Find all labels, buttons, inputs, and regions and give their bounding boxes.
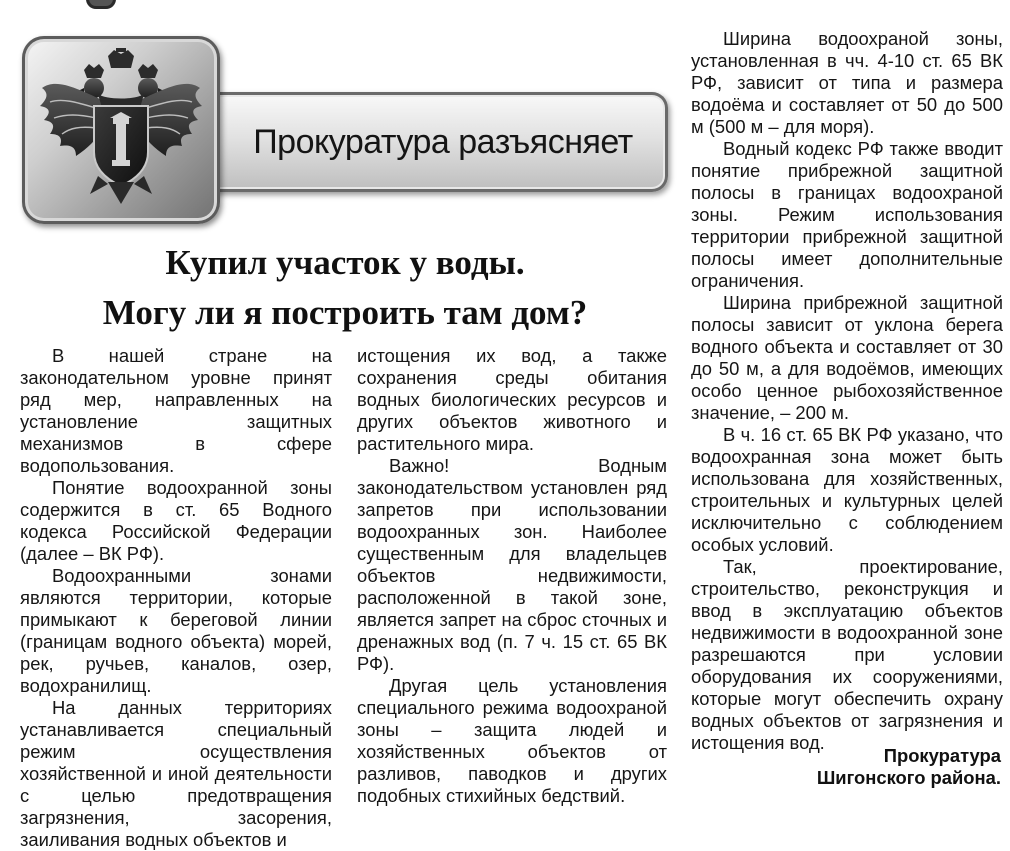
- top-cropped-graphic: [86, 0, 116, 9]
- article-column-3: [691, 28, 1003, 754]
- signature-line-1: Прокуратура: [883, 745, 1001, 766]
- paragraph: На данных территориях устанавливается специальный режим осуществления хозяйственной и иной деятельности с целью предотвращения загрязнения, засорения, заиливания водных объектов и: [20, 697, 332, 850]
- paragraph: Другая цель установления специального режима водоохраной зоны – защита людей и хозяйственных объектов от разливов, паводков и других подобных стихийных бедствий.: [357, 675, 667, 806]
- paragraph: В ч. 16 ст. 65 ВК РФ указано, что водоохранная зона может быть использована для хозяйственных, строительных и культурных целей исключительно с соблюдением особых условий.: [691, 424, 1003, 555]
- paragraph: В нашей стране на законодательном уровне принят ряд мер, направленных на установление защитных механизмов в сфере водопользования.: [20, 345, 332, 476]
- section-banner: [22, 36, 668, 224]
- paragraph: Так, проектирование, строительство, реконструкция и ввод в эксплуатацию объектов недвижимости в водоохранной зоне разрешаются при условии оборудования их сооружениями, которые могут обеспечить охрану водных объектов от загрязнения и истощения вод.: [691, 556, 1003, 753]
- paragraph: Понятие водоохранной зоны содержится в ст. 65 Водного кодекса Российской Федерации (далее – ВК РФ).: [20, 477, 332, 564]
- article-column-2: [357, 345, 667, 807]
- signature-line-2: Шигонского района.: [816, 767, 1001, 788]
- paragraph: Ширина водоохраной зоны, установленная в чч. 4-10 ст. 65 ВК РФ, зависит от типа и размера водоёма и составляет от 50 до 500 м (500 м – для моря).: [691, 28, 1003, 137]
- paragraph: Ширина прибрежной защитной полосы зависит от уклона берега водного объекта и составляет от 30 до 50 м, а для водоёмов, имеющих особо ценное рыбохозяйственное значение, – 200 м.: [691, 292, 1003, 423]
- author-signature: [691, 745, 1001, 789]
- paragraph: Важно! Водным законодательством установлен ряд запретов при использовании водоохранных зон. Наиболее существенным для владельцев объектов недвижимости, расположенной в такой зоне, является запрет на сброс сточных и дренажных вод (п. 7 ч. 15 ст. 65 ВК РФ).: [357, 455, 667, 674]
- headline-line-1: Купил участок у воды.: [165, 243, 525, 282]
- article-column-1: [20, 345, 332, 851]
- paragraph: Водоохранными зонами являются территории, которые примыкают к береговой линии (границам водного объекта) морей, рек, ручьев, каналов, озер, водохранилищ.: [20, 565, 332, 696]
- banner-label: Прокуратура разъясняет: [253, 122, 633, 161]
- double-headed-eagle-emblem-icon: [36, 48, 206, 212]
- article-headline: [22, 238, 668, 338]
- headline-line-2: Могу ли я построить там дом?: [102, 293, 588, 332]
- paragraph-continued: истощения их вод, а также сохранения среды обитания водных биологических ресурсов и других объектов животного и растительного мира.: [357, 345, 667, 454]
- paragraph: Водный кодекс РФ также вводит понятие прибрежной защитной полосы в границах водоохраной зоны. Режим использования территории прибрежной защитной полосы имеет дополнительные ограничения.: [691, 138, 1003, 291]
